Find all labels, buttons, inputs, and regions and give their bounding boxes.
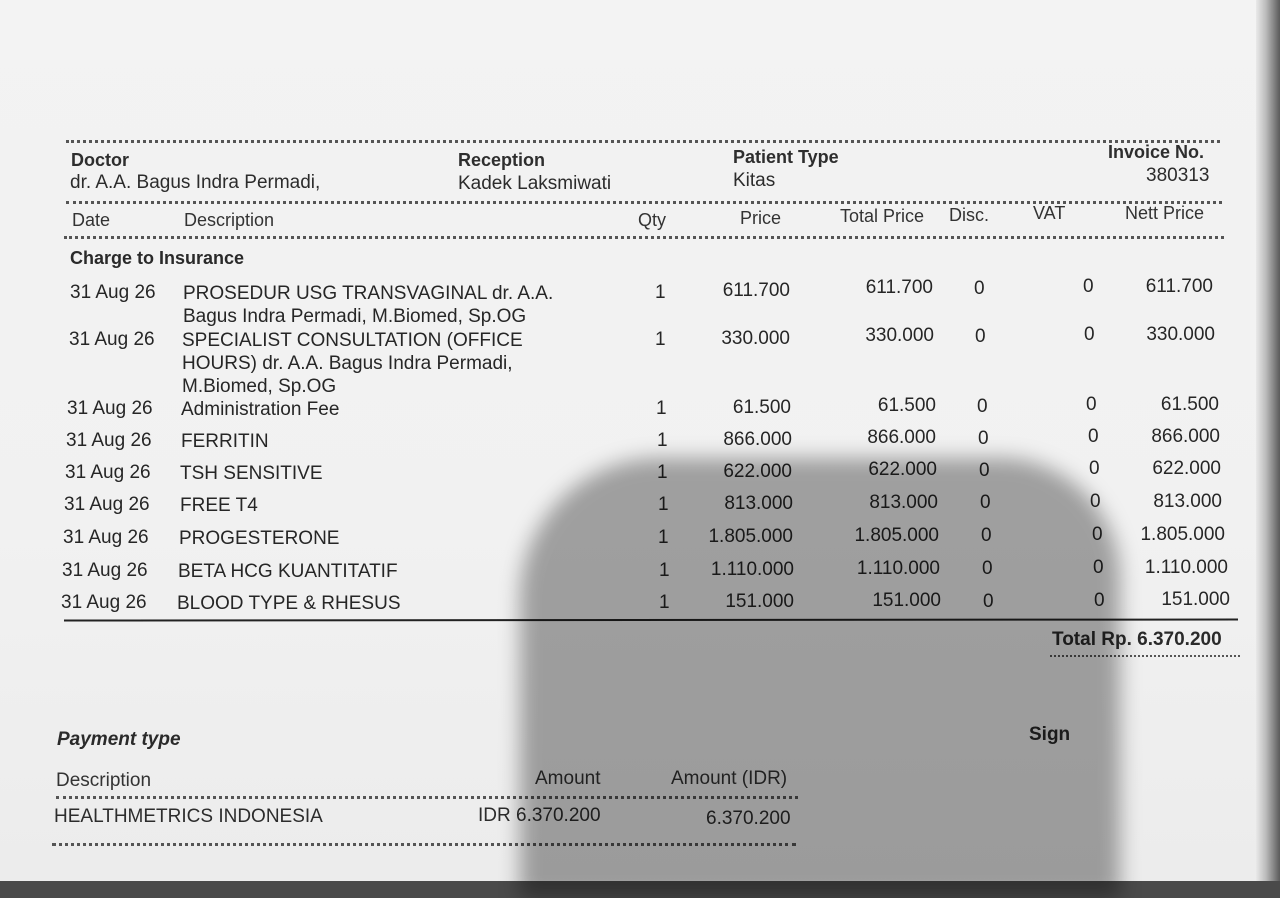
cell-disc: 0 [983, 591, 994, 612]
cell-description: BETA HCG KUANTITATIF [178, 561, 398, 582]
cell-price: 622.000 [723, 461, 792, 482]
cell-nett: 330.000 [1146, 324, 1215, 345]
col-nett-price: Nett Price [1125, 203, 1205, 223]
cell-disc: 0 [978, 428, 989, 449]
reception-label: Reception [458, 150, 546, 170]
cell-price: 1.110.000 [710, 559, 794, 580]
cell-nett: 866.000 [1151, 426, 1220, 447]
payment-title: Payment type [57, 729, 181, 750]
cell-nett: 622.000 [1152, 458, 1221, 479]
reception-value: Kadek Laksmiwati [458, 173, 612, 194]
cell-total: 622.000 [868, 459, 937, 480]
cell-qty: 1 [658, 494, 669, 515]
cell-date: 31 Aug 26 [63, 527, 149, 548]
cell-total: 1.110.000 [856, 558, 940, 579]
cell-qty: 1 [659, 592, 670, 613]
cell-vat: 0 [1084, 324, 1095, 345]
cell-date: 31 Aug 26 [66, 430, 152, 451]
patient-type-label: Patient Type [733, 147, 839, 167]
cell-disc: 0 [982, 558, 993, 579]
columns-bottom-rule [64, 236, 1224, 239]
cell-disc: 0 [975, 326, 986, 347]
cell-disc: 0 [974, 278, 985, 299]
payment-col-amount: Amount [535, 768, 601, 789]
payment-amount: IDR 6.370.200 [478, 805, 601, 826]
cell-description: TSH SENSITIVE [180, 463, 323, 484]
grand-total: Total Rp. 6.370.200 [1052, 629, 1222, 650]
col-price: Price [740, 208, 782, 228]
cell-vat: 0 [1086, 394, 1097, 415]
cell-disc: 0 [979, 460, 990, 481]
cell-price: 866.000 [723, 429, 792, 450]
invoice-value: 380313 [1146, 165, 1210, 186]
payment-col-amount-idr: Amount (IDR) [671, 768, 788, 789]
cell-price: 813.000 [724, 493, 793, 514]
cell-total: 61.500 [877, 395, 936, 416]
cell-price: 151.000 [725, 591, 794, 612]
cell-nett: 1.110.000 [1144, 557, 1228, 578]
cell-qty: 1 [657, 430, 668, 451]
cell-qty: 1 [656, 398, 667, 419]
cell-date: 31 Aug 26 [67, 398, 153, 419]
cell-vat: 0 [1089, 458, 1100, 479]
cell-qty: 1 [659, 560, 670, 581]
cell-price: 330.000 [721, 328, 790, 349]
doctor-value: dr. A.A. Bagus Indra Permadi, [70, 172, 321, 193]
paper-edge [1256, 0, 1280, 881]
cell-qty: 1 [655, 329, 666, 350]
doctor-label: Doctor [71, 150, 129, 170]
cell-total: 1.805.000 [854, 525, 939, 546]
header-top-rule [66, 140, 1220, 143]
cell-date: 31 Aug 26 [64, 494, 150, 515]
cell-date: 31 Aug 26 [65, 462, 151, 483]
cell-date: 31 Aug 26 [61, 592, 147, 613]
cell-vat: 0 [1090, 491, 1101, 512]
cell-description: PROSEDUR USG TRANSVAGINAL dr. A.A. Bagus Indra Permadi, M.Biomed, Sp.OG [183, 283, 554, 327]
payment-description: HEALTHMETRICS INDONESIA [54, 806, 323, 827]
payment-col-description: Description [56, 770, 152, 791]
payment-amount-idr: 6.370.200 [706, 808, 791, 829]
cell-qty: 1 [657, 462, 668, 483]
cell-vat: 0 [1088, 426, 1099, 447]
cell-nett: 611.700 [1145, 276, 1213, 297]
cell-nett: 813.000 [1153, 491, 1222, 512]
sign-label: Sign [1029, 724, 1071, 745]
cell-nett: 1.805.000 [1140, 524, 1225, 545]
cell-qty: 1 [655, 282, 666, 303]
cell-nett: 61.500 [1160, 394, 1219, 415]
cell-description: PROGESTERONE [179, 528, 340, 549]
col-total-price: Total Price [840, 206, 925, 226]
patient-type-value: Kitas [733, 170, 776, 191]
cell-qty: 1 [658, 527, 669, 548]
cell-total: 330.000 [865, 325, 934, 346]
cell-date: 31 Aug 26 [69, 329, 155, 350]
cell-nett: 151.000 [1161, 589, 1230, 610]
cell-vat: 0 [1093, 557, 1104, 578]
cell-description: BLOOD TYPE & RHESUS [177, 593, 401, 614]
col-description: Description [184, 210, 275, 230]
cell-description: Administration Fee [181, 399, 340, 420]
cell-total: 151.000 [872, 590, 941, 611]
cell-date: 31 Aug 26 [62, 560, 148, 581]
cell-price: 61.500 [732, 397, 791, 418]
cell-disc: 0 [980, 492, 991, 513]
cell-disc: 0 [977, 396, 988, 417]
col-date: Date [72, 210, 111, 230]
col-vat: VAT [1033, 203, 1066, 223]
cell-vat: 0 [1094, 590, 1105, 611]
section-title: Charge to Insurance [70, 248, 245, 268]
cell-description: FERRITIN [181, 431, 269, 452]
cell-price: 1.805.000 [708, 526, 793, 547]
cell-disc: 0 [981, 525, 992, 546]
invoice-label: Invoice No. [1108, 142, 1205, 162]
cell-description: SPECIALIST CONSULTATION (OFFICE HOURS) dr. A.A. Bagus Indra Permadi, M.Biomed, Sp.OG [182, 330, 523, 397]
cell-description: FREE T4 [180, 495, 258, 516]
col-disc: Disc. [949, 205, 989, 225]
cell-vat: 0 [1092, 524, 1103, 545]
photo-shadow [520, 458, 1120, 898]
cell-date: 31 Aug 26 [70, 282, 156, 303]
cell-vat: 0 [1083, 276, 1094, 297]
cell-total: 866.000 [867, 427, 936, 448]
cell-total: 611.700 [865, 277, 933, 298]
cell-price: 611.700 [722, 280, 790, 301]
col-qty: Qty [638, 210, 667, 230]
cell-total: 813.000 [869, 492, 938, 513]
